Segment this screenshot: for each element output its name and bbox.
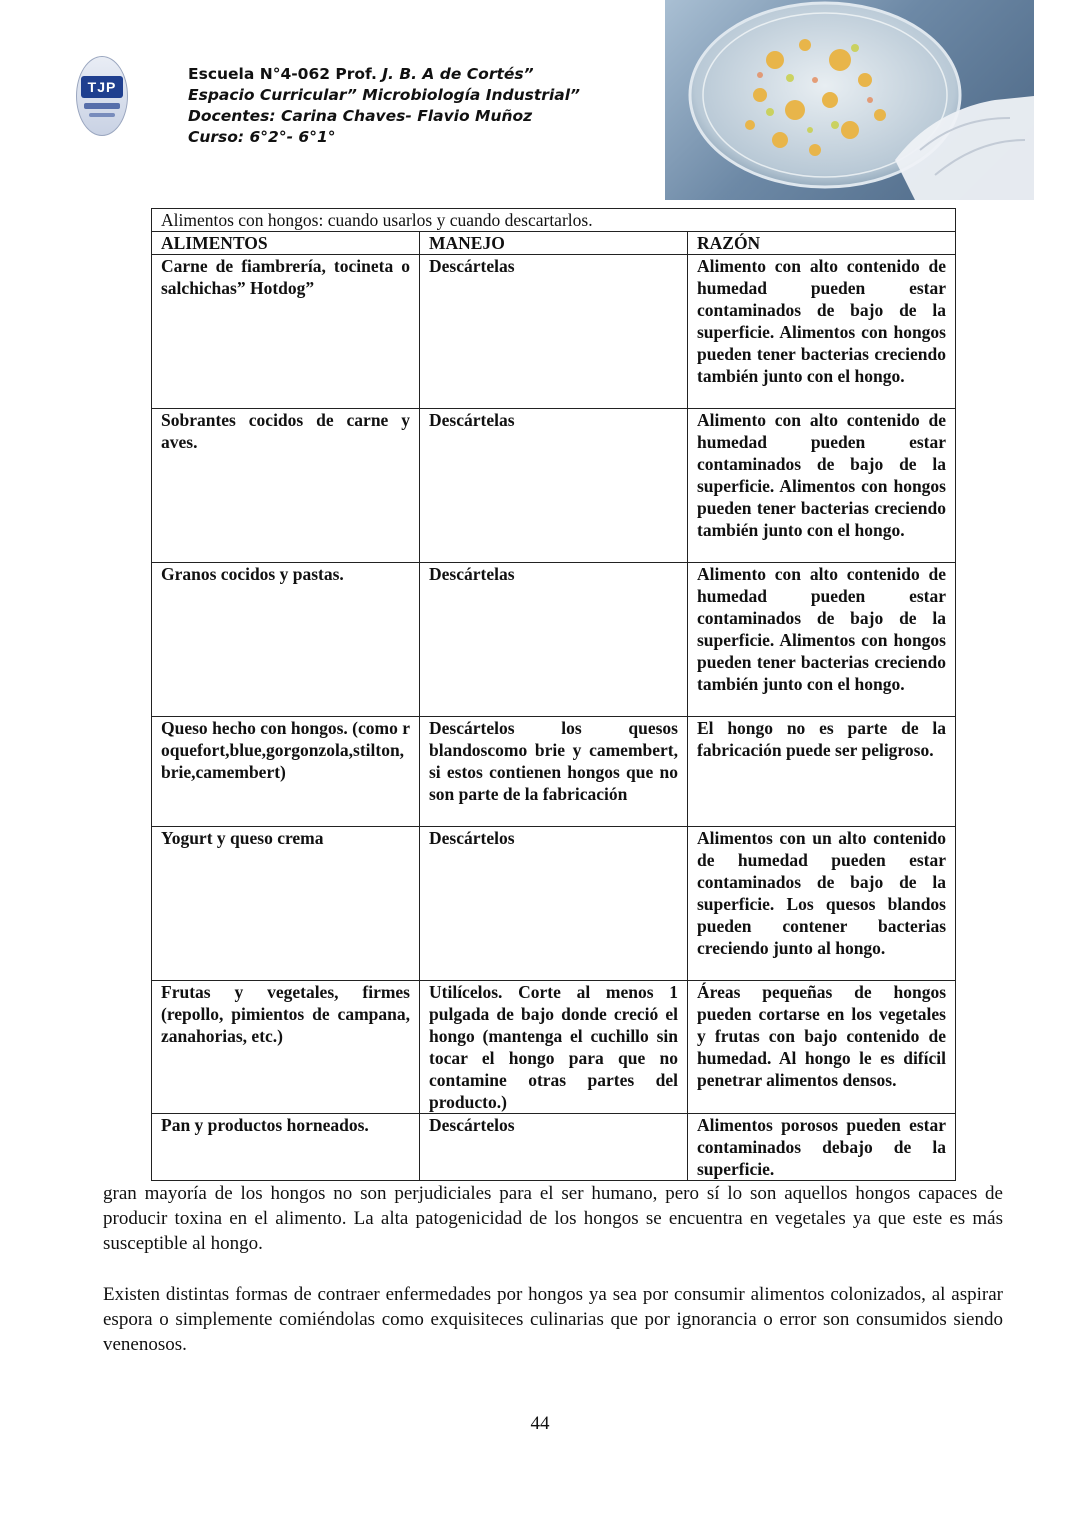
handling-cell: Descártelos [420,827,688,981]
petri-dish-illustration [665,0,1034,200]
handling-cell: Descártelos los quesos blandoscomo brie y camembert, si estos contienen hongos que no son parte de la fabricación [420,717,688,827]
paragraph-2: Existen distintas formas de contraer enfermedades por hongos ya sea por consumir alimentos colonizados, al aspirar espora o simplemente comiéndolas como exquisiteces culinarias que por ignorancia o error son consumidos siendo venenosos. [103,1284,1003,1355]
table-row [152,1114,956,1181]
handling-cell: Descártelos [420,1114,688,1181]
food-cell: Frutas y vegetales, firmes (repollo, pimientos de campana, zanahorias, etc.) [152,981,420,1114]
table-caption-row [152,209,956,232]
food-cell: Carne de fiambrería, tocineta o salchichas” Hotdog” [152,255,420,409]
teachers: Docentes: Carina Chaves- Flavio Muñoz [188,107,533,125]
school-logo [76,56,128,136]
reason-cell: Alimentos porosos pueden estar contaminados debajo de la superficie. [688,1114,956,1181]
table-row [152,255,956,409]
food-cell: Queso hecho con hongos. (como roquefort,blue,gorgonzola,stilton,brie,camembert) [152,717,420,827]
food-cell: Pan y productos horneados. [152,1114,420,1181]
header-block [188,64,580,148]
table-header-row [152,232,956,255]
course: Curso: 6°2°- 6°1° [188,128,336,146]
handling-cell: Descártelas [420,563,688,717]
handling-cell: Descártelas [420,255,688,409]
header-alimentos: ALIMENTOS [152,232,420,255]
curricular-space: Espacio Curricular” Microbiología Industrial” [188,86,581,104]
food-cell: Granos cocidos y pastas. [152,563,420,717]
table-row [152,827,956,981]
logo-text: TJP [81,76,123,98]
school-name: Escuela N°4-062 Prof. J. B. A de Cortés” [188,65,534,83]
header-razon: RAZÓN [688,232,956,255]
reason-cell: El hongo no es parte de la fabricación puede ser peligroso. [688,717,956,827]
table-row [152,981,956,1114]
table-row [152,563,956,717]
header-manejo: MANEJO [420,232,688,255]
handling-cell: Descártelas [420,409,688,563]
table-row [152,717,956,827]
handling-cell: Utilícelos. Corte al menos 1 pulgada de bajo donde creció el hongo (mantenga el cuchillo sin tocar el hongo para que no contamine otras partes del producto.) [420,981,688,1114]
reason-cell: Alimento con alto contenido de humedad pueden estar contaminados de bajo de la superficie. Alimentos con hongos pueden tener bacterias creciendo también junto con el hongo. [688,255,956,409]
paragraph-1: gran mayoría de los hongos no son perjudiciales para el ser humano, pero sí lo son aquellos hongos capaces de producir toxina en el alimento. La alta patogenicidad de los hongos se encuentra en vegetales ya que este es más susceptible al hongo. [103,1183,1003,1254]
foods-mold-table [151,208,956,1181]
table-row [152,409,956,563]
reason-cell: Alimento con alto contenido de humedad pueden estar contaminados de bajo de la superficie. Alimentos con hongos pueden tener bacterias creciendo también junto con el hongo. [688,563,956,717]
reason-cell: Áreas pequeñas de hongos pueden cortarse en los vegetales y frutas con bajo contenido de humedad. Al hongo le es difícil penetrar alimentos densos. [688,981,956,1114]
table-caption: Alimentos con hongos: cuando usarlos y cuando descartarlos. [152,209,956,232]
food-cell: Yogurt y queso crema [152,827,420,981]
reason-cell: Alimento con alto contenido de humedad pueden estar contaminados de bajo de la superficie. Alimentos con hongos pueden tener bacterias creciendo también junto con el hongo. [688,409,956,563]
food-cell: Sobrantes cocidos de carne y aves. [152,409,420,563]
page-number: 44 [530,1413,550,1434]
petri-dish-photo [665,0,1034,200]
reason-cell: Alimentos con un alto contenido de humedad pueden estar contaminados de bajo de la superficie. Los quesos blandos pueden contener bacterias creciendo junto al hongo. [688,827,956,981]
